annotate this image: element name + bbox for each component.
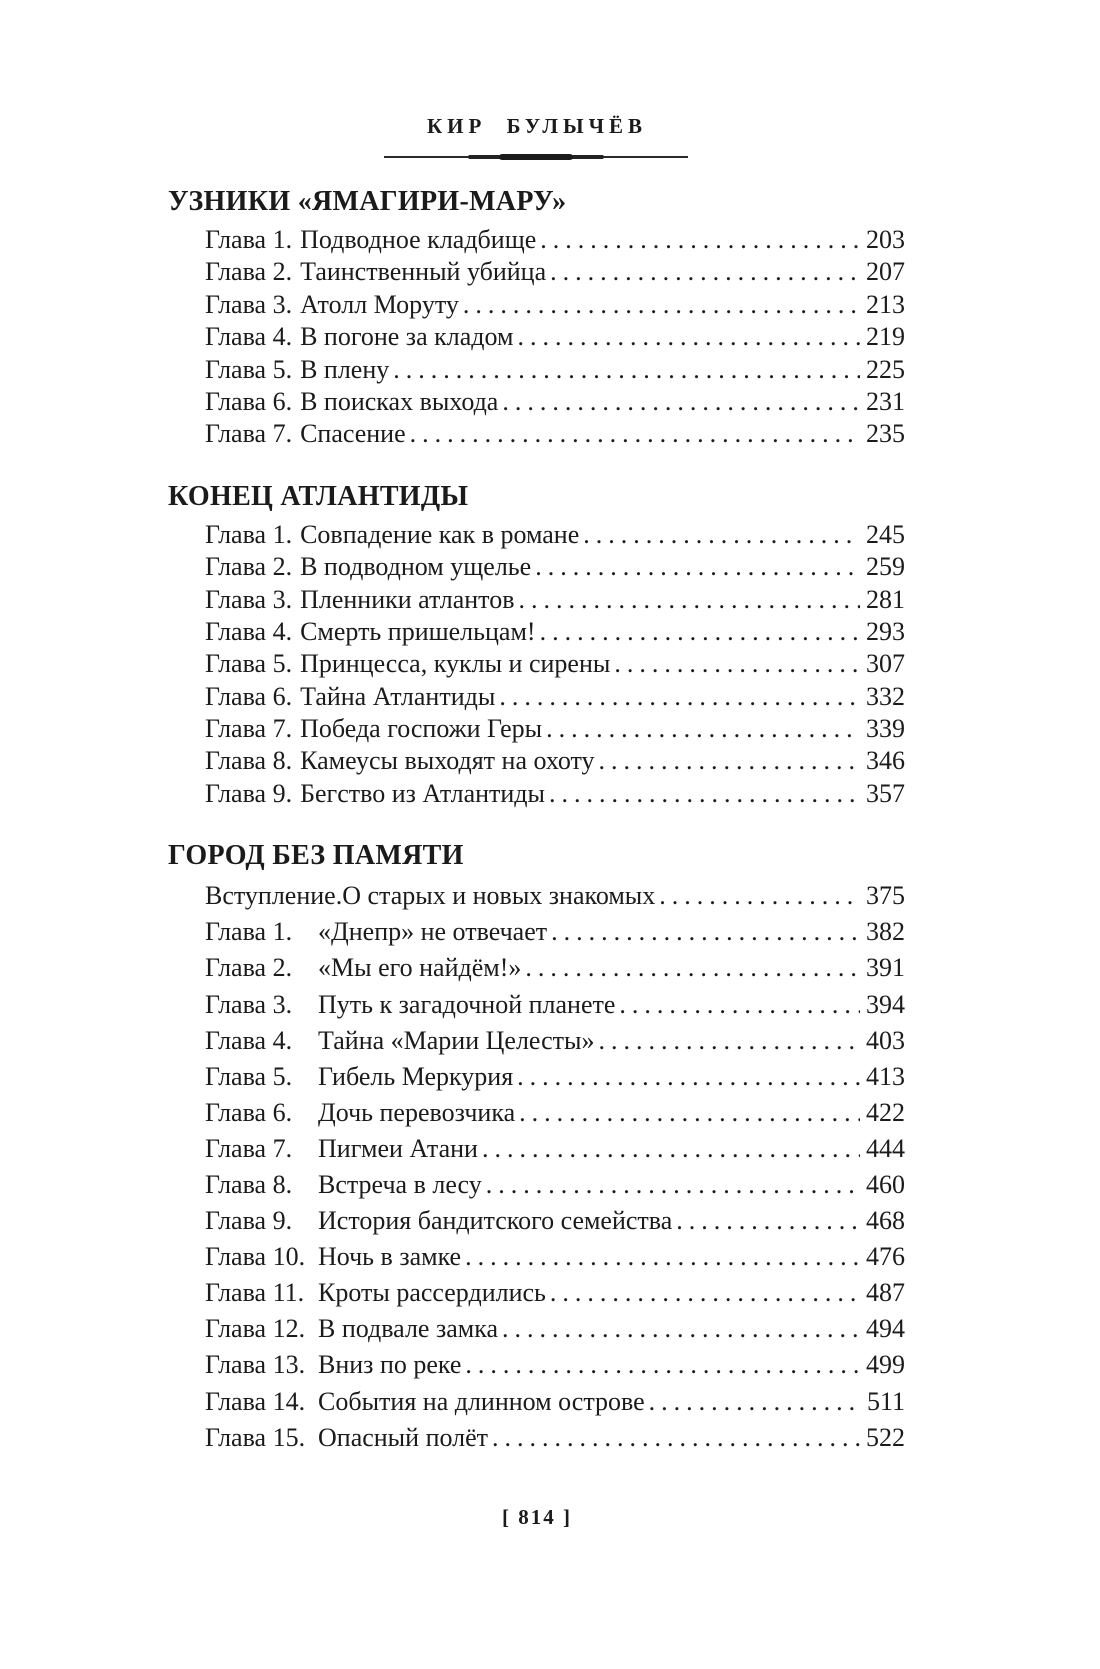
toc-entry [168, 1023, 905, 1059]
rule-core-line [499, 154, 573, 160]
chapter-page-number: 293 [866, 616, 905, 646]
dot-leader [676, 1203, 860, 1239]
chapter-title: Таинственный убийца [300, 257, 547, 287]
dot-leader [410, 418, 860, 450]
toc-entry [168, 1131, 905, 1167]
chapter-label: Глава 13. [205, 1350, 306, 1380]
chapter-title: Тайна Атлантиды [300, 681, 496, 711]
toc-entry [168, 778, 905, 810]
chapter-label: Глава 2. [205, 257, 293, 287]
chapter-page-number: 522 [866, 1422, 905, 1452]
toc-entry [168, 289, 905, 321]
toc-entry [168, 681, 905, 713]
chapter-label: Глава 1. [205, 519, 293, 549]
chapter-title: Смерть пришельцам! [300, 616, 536, 646]
chapter-title: Спасение [300, 419, 406, 449]
chapter-page-number: 225 [866, 354, 905, 384]
chapter-label: Глава 12. [205, 1314, 306, 1344]
chapter-page-number: 281 [866, 584, 905, 614]
dot-leader [550, 256, 860, 288]
dot-leader [463, 289, 860, 321]
chapter-label: Глава 6. [205, 681, 293, 711]
dot-leader [549, 778, 860, 810]
chapter-page-number: 375 [866, 881, 905, 911]
chapter-label: Глава 8. [205, 746, 293, 776]
dot-leader [540, 224, 860, 256]
chapter-label: Вступление. [205, 881, 343, 911]
toc-entry [168, 1420, 905, 1456]
dot-leader [465, 1347, 860, 1383]
chapter-label: Глава 4. [205, 616, 293, 646]
chapter-page-number: 213 [866, 289, 905, 319]
dot-leader [465, 1239, 860, 1275]
toc-entry [168, 354, 905, 386]
chapter-title: О старых и новых знакомых [342, 881, 656, 911]
toc-entry [168, 224, 905, 256]
chapter-title: В подводном ущелье [300, 552, 532, 582]
dot-leader [486, 1167, 860, 1203]
chapter-page-number: 476 [866, 1242, 905, 1272]
toc-entry [168, 987, 905, 1023]
dot-leader [535, 551, 860, 583]
table-of-contents [168, 186, 905, 1456]
decorative-rule [384, 153, 688, 161]
toc-entry [168, 713, 905, 745]
chapter-title: Бегство из Атлантиды [300, 778, 545, 808]
page-number-folio: [ 814 ] [502, 1505, 572, 1529]
toc-entry [168, 1347, 905, 1383]
section-entries [168, 224, 905, 451]
chapter-label: Глава 2. [205, 953, 293, 983]
chapter-title: Гибель Меркурия [318, 1061, 514, 1091]
dot-leader [502, 386, 860, 418]
dot-leader [599, 745, 860, 777]
dot-leader [550, 1275, 860, 1311]
chapter-page-number: 346 [866, 746, 905, 776]
dot-leader [525, 950, 860, 986]
dot-leader [583, 519, 860, 551]
dot-leader [614, 648, 860, 680]
section-title: ГОРОД БЕЗ ПАМЯТИ [168, 840, 464, 872]
toc-entry [168, 1311, 905, 1347]
chapter-title: Совпадение как в романе [300, 519, 580, 549]
toc-entry [168, 1059, 905, 1095]
chapter-label: Глава 7. [205, 1133, 293, 1163]
chapter-label: Глава 5. [205, 649, 293, 679]
toc-entry [168, 616, 905, 648]
toc-entry [168, 914, 905, 950]
chapter-page-number: 207 [866, 257, 905, 287]
chapter-page-number: 203 [866, 225, 905, 254]
chapter-page-number: 245 [866, 519, 905, 549]
chapter-title: Вниз по реке [318, 1350, 462, 1380]
chapter-title: Встреча в лесу [318, 1170, 482, 1199]
toc-entry [168, 878, 905, 914]
dot-leader [649, 1384, 861, 1420]
toc-entry [168, 1384, 905, 1420]
chapter-page-number: 357 [866, 778, 905, 808]
chapter-title: Пленники атлантов [300, 584, 515, 614]
section-title: УЗНИКИ «ЯМАГИРИ-МАРУ» [168, 186, 567, 217]
chapter-label: Глава 1. [205, 225, 293, 254]
chapter-title: Принцесса, куклы и сирены [300, 649, 611, 679]
section-entries [168, 519, 905, 811]
dot-leader [519, 1095, 860, 1131]
toc-entry [168, 950, 905, 986]
section-entries [168, 878, 905, 1456]
chapter-title: Путь к загадочной планете [318, 989, 616, 1019]
chapter-page-number: 235 [866, 419, 905, 449]
toc-entry [168, 1239, 905, 1275]
chapter-page-number: 511 [866, 1386, 905, 1416]
chapter-title: «Днепр» не отвечает [318, 917, 548, 947]
chapter-label: Глава 8. [205, 1170, 293, 1199]
toc-entry [168, 519, 905, 551]
chapter-label: Глава 2. [205, 552, 293, 582]
chapter-title: В плену [300, 354, 390, 384]
chapter-label: Глава 11. [205, 1278, 305, 1308]
toc-entry [168, 648, 905, 680]
chapter-label: Глава 9. [205, 1206, 293, 1236]
chapter-title: В поисках выхода [300, 386, 499, 416]
chapter-label: Глава 7. [205, 714, 293, 744]
chapter-label: Глава 6. [205, 1097, 293, 1127]
chapter-label: Глава 15. [205, 1422, 306, 1452]
chapter-title: В погоне за кладом [300, 322, 514, 352]
chapter-title: Пигмеи Атани [318, 1133, 478, 1163]
chapter-title: Опасный полёт [318, 1422, 489, 1452]
chapter-page-number: 219 [866, 322, 905, 352]
chapter-label: Глава 1. [205, 917, 293, 947]
running-head-author: КИР БУЛЫЧЁВ [426, 114, 648, 138]
dot-leader [546, 713, 860, 745]
toc-section [168, 481, 905, 811]
dot-leader [598, 1023, 860, 1059]
chapter-label: Глава 3. [205, 584, 293, 614]
dot-leader [540, 616, 860, 648]
toc-entry [168, 1095, 905, 1131]
chapter-page-number: 444 [866, 1133, 905, 1163]
chapter-title: Тайна «Марии Целесты» [318, 1025, 595, 1055]
chapter-page-number: 231 [866, 386, 905, 416]
toc-section [168, 840, 905, 1456]
chapter-label: Глава 3. [205, 289, 293, 319]
toc-entry [168, 1275, 905, 1311]
chapter-page-number: 307 [866, 649, 905, 679]
toc-entry [168, 1167, 905, 1203]
chapter-page-number: 468 [866, 1206, 905, 1236]
chapter-label: Глава 3. [205, 989, 293, 1019]
toc-entry [168, 551, 905, 583]
chapter-title: В подвале замка [318, 1314, 498, 1344]
dot-leader [393, 354, 860, 386]
chapter-label: Глава 5. [205, 354, 293, 384]
dot-leader [482, 1131, 860, 1167]
chapter-title: Кроты рассердились [318, 1278, 546, 1308]
chapter-title: Атолл Моруту [300, 289, 459, 319]
dot-leader [517, 321, 860, 353]
section-title: КОНЕЦ АТЛАНТИДЫ [168, 480, 469, 512]
chapter-title: Дочь перевозчика [318, 1097, 516, 1127]
chapter-label: Глава 4. [205, 1025, 293, 1055]
toc-entry [168, 321, 905, 353]
toc-entry [168, 1203, 905, 1239]
toc-entry [168, 745, 905, 777]
chapter-page-number: 259 [866, 552, 905, 582]
dot-leader [551, 914, 860, 950]
toc-section [168, 186, 905, 451]
dot-leader [518, 584, 860, 616]
chapter-page-number: 499 [866, 1350, 905, 1380]
dot-leader [492, 1420, 860, 1456]
chapter-page-number: 460 [866, 1170, 905, 1199]
chapter-title: «Мы его найдём!» [318, 953, 522, 983]
chapter-label: Глава 7. [205, 419, 293, 449]
chapter-page-number: 391 [866, 953, 905, 983]
chapter-label: Глава 5. [205, 1061, 293, 1091]
chapter-title: Победа госпожи Геры [300, 714, 543, 744]
chapter-page-number: 487 [866, 1278, 905, 1308]
toc-entry [168, 584, 905, 616]
dot-leader [499, 681, 860, 713]
dot-leader [517, 1059, 860, 1095]
toc-entry [168, 256, 905, 288]
dot-leader [659, 878, 860, 914]
chapter-page-number: 382 [866, 917, 905, 947]
chapter-page-number: 422 [866, 1097, 905, 1127]
chapter-page-number: 339 [866, 714, 905, 744]
chapter-label: Глава 4. [205, 322, 293, 352]
toc-entry [168, 386, 905, 418]
chapter-page-number: 332 [866, 681, 905, 711]
toc-entry [168, 418, 905, 450]
dot-leader [502, 1311, 860, 1347]
chapter-page-number: 394 [866, 989, 905, 1019]
chapter-page-number: 403 [866, 1025, 905, 1055]
chapter-title: События на длинном острове [318, 1386, 645, 1416]
chapter-label: Глава 14. [205, 1386, 306, 1416]
chapter-label: Глава 10. [205, 1242, 306, 1272]
dot-leader [619, 987, 860, 1023]
chapter-title: Камеусы выходят на охоту [300, 746, 595, 776]
chapter-label: Глава 9. [205, 778, 293, 808]
chapter-title: Ночь в замке [318, 1242, 462, 1272]
chapter-page-number: 413 [866, 1061, 905, 1091]
chapter-label: Глава 6. [205, 386, 293, 416]
chapter-page-number: 494 [866, 1314, 905, 1344]
chapter-title: История бандитского семейства [318, 1206, 673, 1236]
chapter-title: Подводное кладбище [300, 225, 537, 254]
